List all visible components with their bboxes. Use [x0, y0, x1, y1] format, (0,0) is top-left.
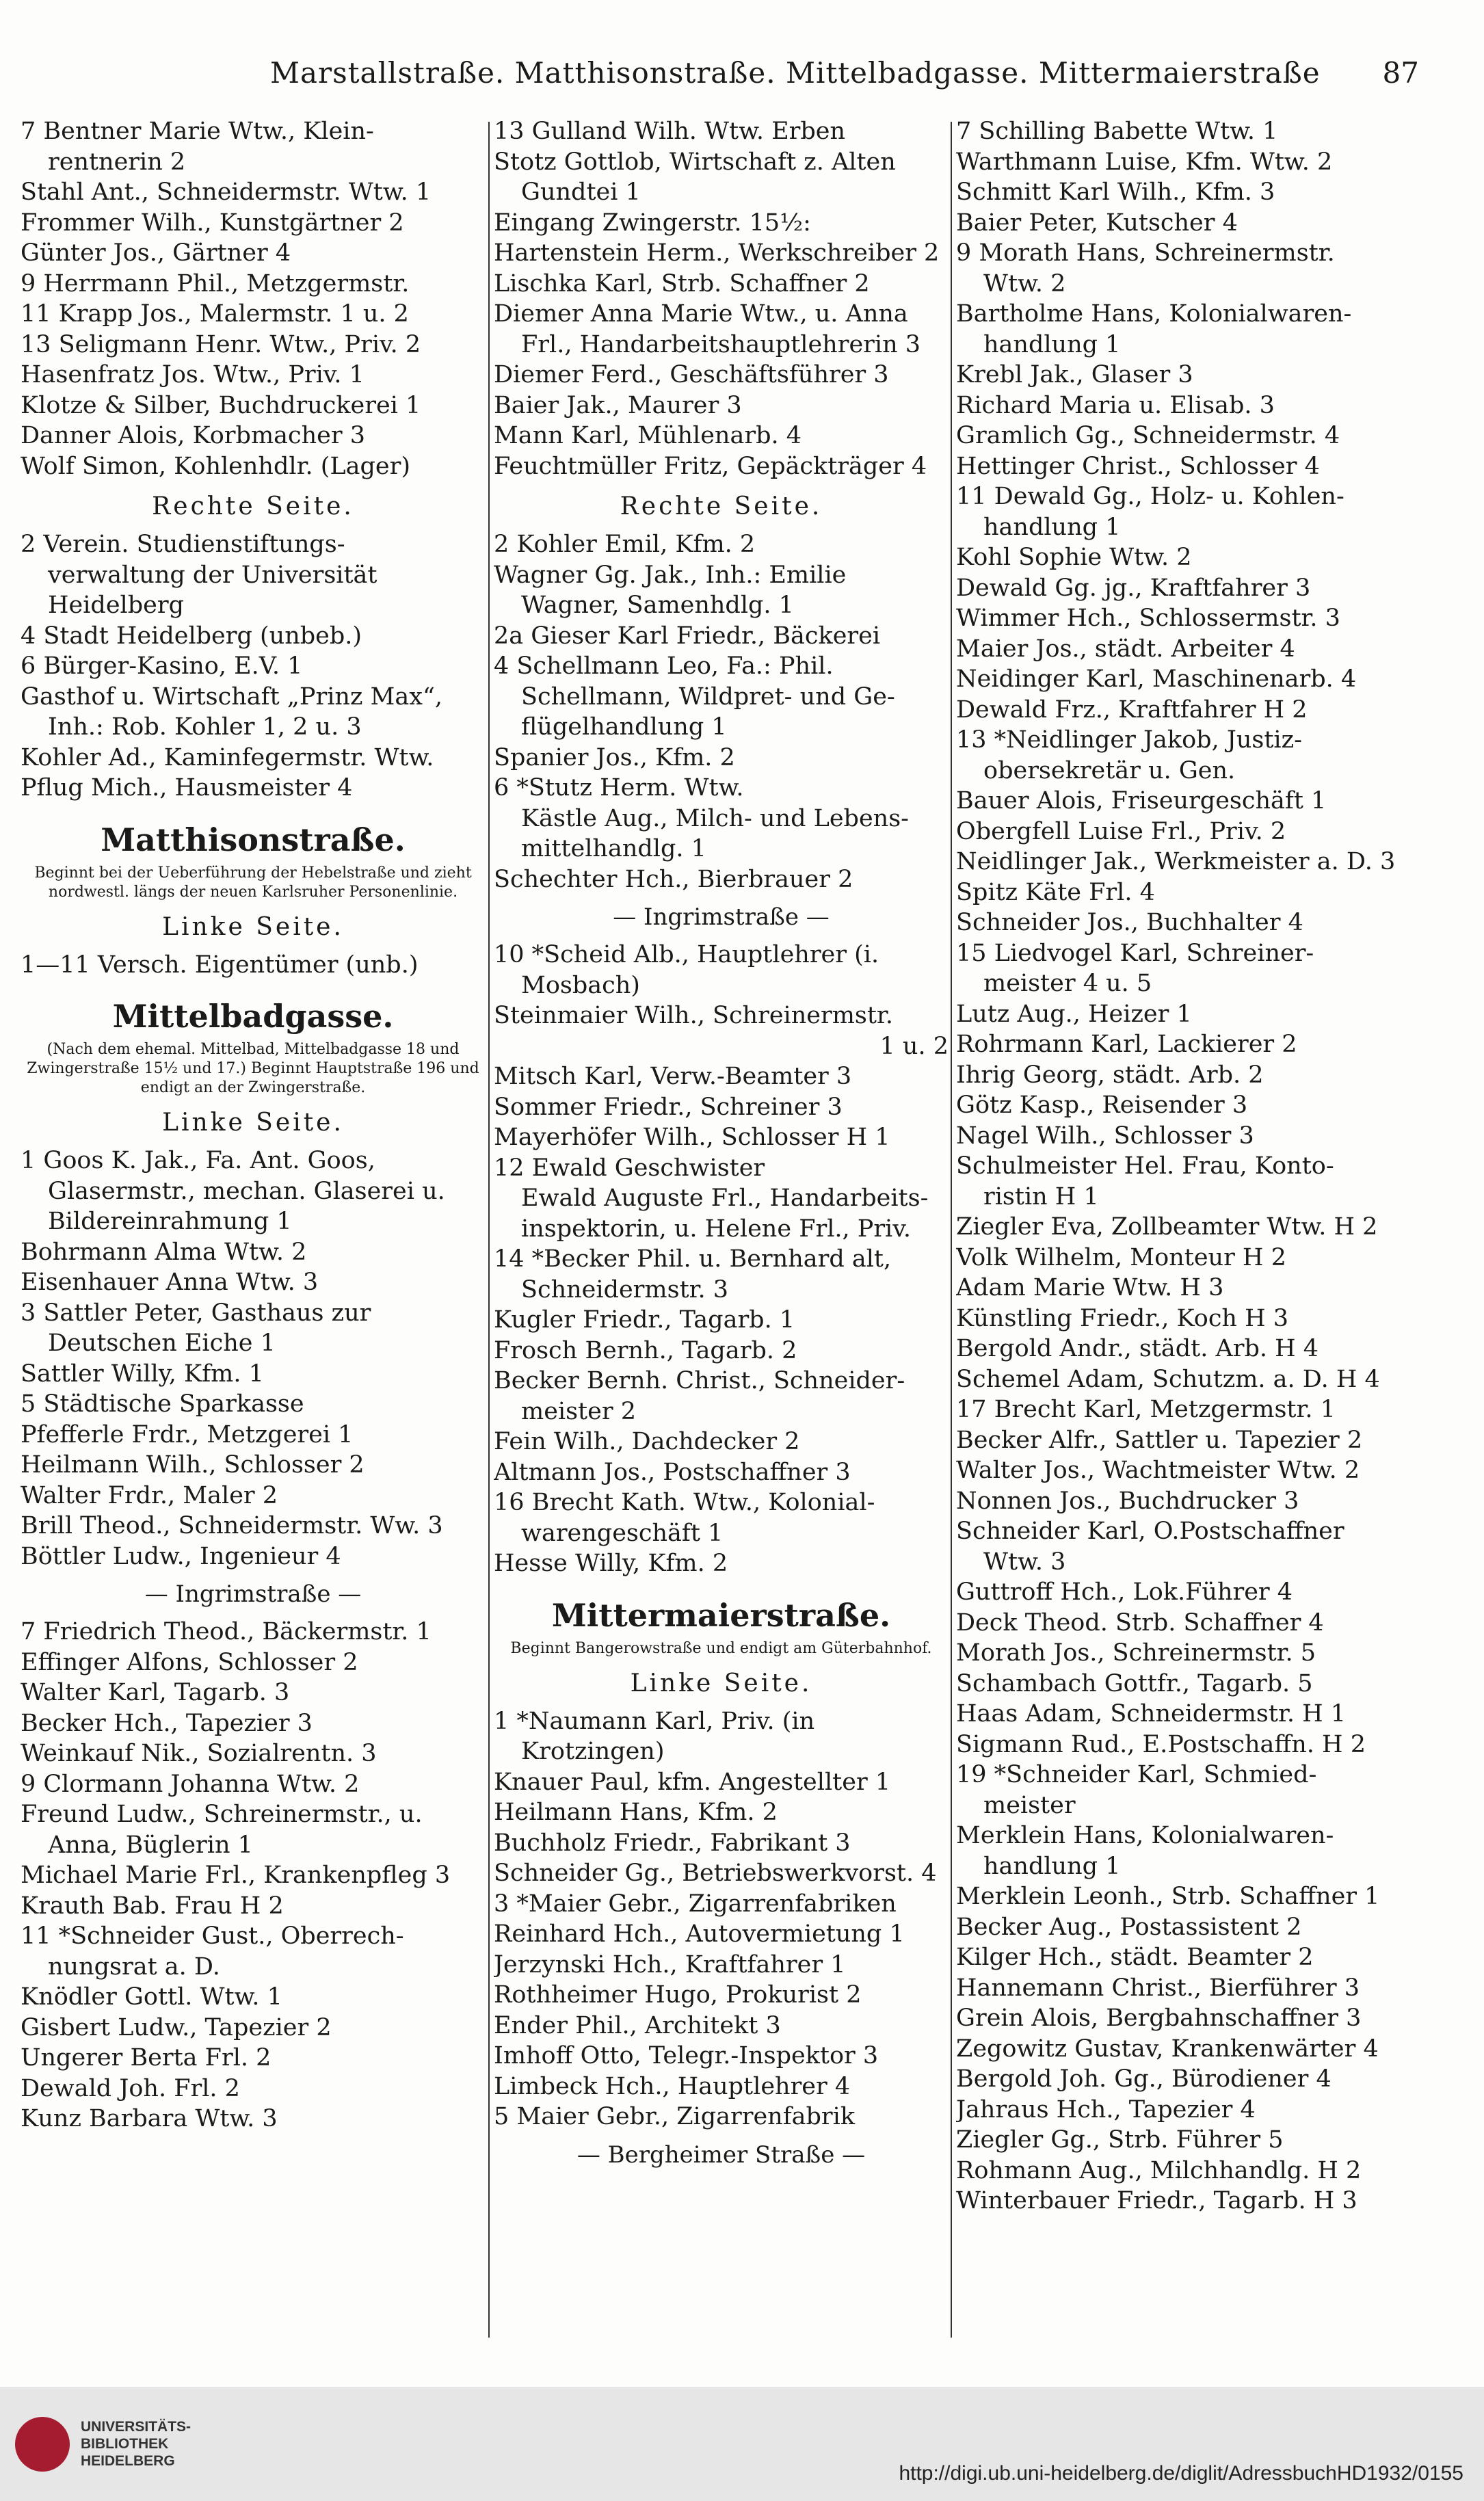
directory-entry: Becker Hch., Tapezier 3	[21, 1709, 313, 1737]
directory-entry: Bergold Joh. Gg., Bürodiener 4	[956, 2065, 1331, 2093]
directory-entry: Hasenfratz Jos. Wtw., Priv. 1	[21, 361, 365, 388]
directory-entry-continuation: ristin H 1	[983, 1182, 1099, 1210]
directory-entry: Hesse Willy, Kfm. 2	[494, 1550, 728, 1577]
directory-entry-continuation: handlung 1	[983, 513, 1121, 541]
directory-entry: Sattler Willy, Kfm. 1	[21, 1360, 264, 1388]
directory-entry: Jahraus Hch., Tapezier 4	[956, 2095, 1256, 2123]
directory-entry: Neidlinger Jak., Werkmeister a. D. 3	[956, 848, 1396, 875]
directory-entry: 7 Bentner Marie Wtw., Klein-	[21, 118, 374, 145]
directory-entry: Merklein Leonh., Strb. Schaffner 1	[956, 1883, 1380, 1910]
column-middle	[494, 116, 949, 2339]
cross-street-marker: — Ingrimstraße —	[613, 903, 830, 931]
directory-entry: Warthmann Luise, Kfm. Wtw. 2	[956, 148, 1333, 176]
directory-entry: Merklein Hans, Kolonialwaren-	[956, 1822, 1334, 1849]
directory-entry: Böttler Ludw., Ingenieur 4	[21, 1542, 341, 1570]
directory-entry: Jerzynski Hch., Kraftfahrer 1	[494, 1950, 846, 1979]
directory-entry-continuation: Inh.: Rob. Kohler 1, 2 u. 3	[48, 713, 362, 741]
directory-entry-continuation: Schellmann, Wildpret- und Ge-	[521, 683, 895, 711]
directory-entry: Richard Maria u. Elisab. 3	[956, 391, 1275, 419]
directory-entry: Pflug Mich., Hausmeister 4	[21, 774, 353, 802]
directory-entry: Dewald Frz., Kraftfahrer H 2	[956, 696, 1308, 724]
directory-entry: Morath Jos., Schreinermstr. 5	[956, 1639, 1316, 1667]
directory-entry: Deck Theod. Strb. Schaffner 4	[956, 1609, 1324, 1637]
directory-entry: Mayerhöfer Wilh., Schlosser H 1	[494, 1124, 890, 1151]
directory-entry: Schambach Gottfr., Tagarb. 5	[956, 1669, 1313, 1697]
directory-entry: Feuchtmüller Fritz, Gepäckträger 4	[494, 452, 927, 480]
directory-entry-continuation: mittelhandlg. 1	[521, 835, 706, 862]
street-description: Beginnt bei der Ueberführung der Hebelstraße und zieht nordwestl. längs der neuen Karlsruher Personenlinie.	[34, 864, 472, 901]
street-heading: Mittermaierstraße.	[551, 1596, 891, 1634]
directory-entry-continuation: inspektorin, u. Helene Frl., Priv.	[521, 1215, 911, 1243]
directory-entry: Bartholme Hans, Kolonialwaren-	[956, 300, 1352, 328]
directory-entry: Becker Alfr., Sattler u. Tapezier 2	[956, 1426, 1363, 1454]
page-number: 87	[1382, 56, 1419, 90]
directory-entry-continuation: obersekretär u. Gen.	[983, 756, 1236, 784]
directory-entry: 13 Gulland Wilh. Wtw. Erben	[494, 118, 846, 145]
directory-entry: Heilmann Hans, Kfm. 2	[494, 1799, 778, 1826]
directory-entry: Adam Marie Wtw. H 3	[956, 1274, 1224, 1301]
directory-entry: 13 Seligmann Henr. Wtw., Priv. 2	[21, 330, 421, 358]
directory-entry-continuation: Mosbach)	[521, 971, 640, 999]
directory-entry: 12 Ewald Geschwister	[494, 1154, 765, 1182]
directory-entry-continuation: Schneidermstr. 3	[521, 1275, 729, 1304]
directory-entry: 11 Krapp Jos., Malermstr. 1 u. 2	[21, 300, 409, 328]
directory-entry: Eisenhauer Anna Wtw. 3	[21, 1269, 319, 1296]
directory-entry: Ziegler Eva, Zollbeamter Wtw. H 2	[956, 1213, 1378, 1241]
directory-entry: Schneider Jos., Buchhalter 4	[956, 909, 1303, 936]
directory-entry: Spitz Käte Frl. 4	[956, 878, 1155, 906]
street-heading: Matthisonstraße.	[101, 821, 406, 858]
directory-entry: Weinkauf Nik., Sozialrentn. 3	[21, 1740, 377, 1767]
directory-entry: 14 *Becker Phil. u. Bernhard alt,	[494, 1245, 892, 1273]
directory-entry: Mitsch Karl, Verw.-Beamter 3	[494, 1063, 852, 1090]
directory-entry: Michael Marie Frl., Krankenpfleg 3	[21, 1862, 451, 1889]
directory-entry: Dewald Joh. Frl. 2	[21, 2074, 240, 2102]
directory-entry: Sigmann Rud., E.Postschaffn. H 2	[956, 1730, 1366, 1758]
directory-entry: 4 Stadt Heidelberg (unbeb.)	[21, 622, 362, 650]
library-logo-icon	[15, 2417, 70, 2472]
directory-entry: Walter Frdr., Maler 2	[21, 1481, 278, 1509]
directory-entry-continuation: handlung 1	[983, 330, 1121, 358]
directory-entry-continuation: rentnerin 2	[48, 148, 186, 176]
directory-entry: 13 *Neidlinger Jakob, Justiz-	[956, 726, 1302, 754]
directory-entry: Maier Jos., städt. Arbeiter 4	[956, 635, 1295, 663]
directory-entry-continuation: Anna, Büglerin 1	[48, 1831, 253, 1859]
directory-entry: Rohmann Aug., Milchhandlg. H 2	[956, 2156, 1362, 2184]
section-heading: Linke Seite.	[162, 1109, 344, 1137]
directory-entry: 17 Brecht Karl, Metzgermstr. 1	[956, 1396, 1336, 1423]
directory-entry: 11 *Schneider Gust., Oberrech-	[21, 1922, 404, 1950]
directory-entry: Limbeck Hch., Hauptlehrer 4	[494, 2072, 851, 2100]
directory-entry-continuation: warengeschäft 1	[521, 1519, 724, 1547]
directory-entry: Knödler Gottl. Wtw. 1	[21, 1983, 282, 2011]
directory-entry: 1 Goos K. Jak., Fa. Ant. Goos,	[21, 1147, 375, 1174]
directory-entry-continuation: meister	[983, 1791, 1076, 1819]
directory-entry-continuation: Krotzingen)	[521, 1738, 665, 1765]
directory-entry-continuation: Frl., Handarbeitshauptlehrerin 3	[521, 330, 921, 358]
directory-entry: 10 *Scheid Alb., Hauptlehrer (i.	[494, 941, 879, 968]
directory-entry: Reinhard Hch., Autovermietung 1	[494, 1920, 905, 1948]
street-heading: Mittelbadgasse.	[112, 998, 394, 1035]
directory-entry: 6 *Stutz Herm. Wtw.	[494, 774, 744, 802]
directory-entry-continuation: nungsrat a. D.	[48, 1953, 220, 1981]
directory-entry: Frosch Bernh., Tagarb. 2	[494, 1336, 797, 1364]
directory-entry: 1—11 Versch. Eigentümer (unb.)	[21, 951, 419, 979]
directory-entry: Rohrmann Karl, Lackierer 2	[956, 1031, 1297, 1058]
section-heading: Linke Seite.	[162, 912, 344, 941]
directory-entry: Stotz Gottlob, Wirtschaft z. Alten	[494, 148, 896, 176]
directory-entry: 9 Clormann Johanna Wtw. 2	[21, 1770, 360, 1798]
directory-entry: Volk Wilhelm, Monteur H 2	[956, 1243, 1286, 1271]
page-title: Marstallstraße. Matthisonstraße. Mittelbadgasse. Mittermaierstraße	[270, 56, 1321, 90]
directory-entry: Lutz Aug., Heizer 1	[956, 1000, 1192, 1028]
directory-entry: Buchholz Friedr., Fabrikant 3	[494, 1829, 851, 1857]
directory-entry: Walter Jos., Wachtmeister Wtw. 2	[956, 1457, 1360, 1484]
directory-entry: Ziegler Gg., Strb. Führer 5	[956, 2126, 1284, 2154]
directory-entry: Pfefferle Frdr., Metzgerei 1	[21, 1420, 354, 1448]
directory-entry: 2 Kohler Emil, Kfm. 2	[494, 531, 756, 558]
directory-entry: Wagner Gg. Jak., Inh.: Emilie	[494, 561, 847, 589]
section-heading: Linke Seite.	[630, 1669, 812, 1697]
directory-entry: Altmann Jos., Postschaffner 3	[494, 1458, 851, 1486]
directory-entry: Künstling Friedr., Koch H 3	[956, 1304, 1289, 1332]
directory-entry-continuation: Wagner, Samenhdlg. 1	[521, 592, 794, 619]
directory-entry: Grein Alois, Bergbahnschaffner 3	[956, 2004, 1362, 2032]
directory-entry-continuation: Bildereinrahmung 1	[48, 1208, 292, 1235]
directory-entry: 5 Maier Gebr., Zigarrenfabrik	[494, 2103, 856, 2130]
library-name-line: UNIVERSITÄTS-	[81, 2419, 191, 2435]
directory-entry: Schmitt Karl Wilh., Kfm. 3	[956, 178, 1275, 206]
directory-entry-continuation: meister 4 u. 5	[983, 970, 1152, 997]
cross-street-marker: — Ingrimstraße —	[144, 1580, 362, 1608]
section-heading: Rechte Seite.	[620, 492, 823, 520]
directory-entry: Kohler Ad., Kaminfegermstr. Wtw.	[21, 743, 434, 771]
section-heading: Rechte Seite.	[152, 492, 354, 520]
directory-entry: Diemer Anna Marie Wtw., u. Anna	[494, 300, 908, 328]
directory-entry: Becker Aug., Postassistent 2	[956, 1913, 1302, 1941]
directory-entry: Fein Wilh., Dachdecker 2	[494, 1428, 800, 1455]
library-name-line: HEIDELBERG	[81, 2453, 175, 2469]
directory-entry: Mann Karl, Mühlenarb. 4	[494, 422, 801, 449]
directory-entry: Gasthof u. Wirtschaft „Prinz Max“,	[21, 683, 442, 711]
street-description: (Nach dem ehemal. Mittelbad, Mittelbadgasse 18 und Zwingerstraße 15½ und 17.) Beginnt Hauptstraße 196 und endigt an der Zwingerstraße.	[27, 1041, 479, 1096]
directory-entry: Schulmeister Hel. Frau, Konto-	[956, 1152, 1334, 1180]
directory-entry-continuation: handlung 1	[983, 1852, 1121, 1880]
directory-entry: 15 Liedvogel Karl, Schreiner-	[956, 939, 1314, 967]
directory-entry: Stahl Ant., Schneidermstr. Wtw. 1	[21, 178, 432, 206]
directory-entry: Nagel Wilh., Schlosser 3	[956, 1122, 1254, 1150]
cross-street-marker: — Bergheimer Straße —	[577, 2141, 866, 2169]
directory-entry: Baier Jak., Maurer 3	[494, 391, 742, 419]
directory-entry-continuation: Ewald Auguste Frl., Handarbeits-	[521, 1185, 929, 1212]
directory-entry: Bergold Andr., städt. Arb. H 4	[956, 1335, 1319, 1362]
directory-entry: Schneider Gg., Betriebswerkvorst. 4	[494, 1860, 937, 1887]
directory-entry-continuation: Kästle Aug., Milch- und Lebens-	[521, 804, 910, 832]
column-divider	[951, 122, 952, 2338]
page-header	[270, 56, 1419, 104]
directory-entry-continuation: flügelhandlung 1	[521, 713, 727, 741]
directory-entry: Freund Ludw., Schreinermstr., u.	[21, 1801, 423, 1828]
directory-entry: Baier Peter, Kutscher 4	[956, 209, 1238, 237]
street-description: Beginnt Bangerowstraße und endigt am Güterbahnhof.	[510, 1639, 932, 1657]
directory-entry: Kugler Friedr., Tagarb. 1	[494, 1306, 795, 1334]
directory-entry-continuation: Deutschen Eiche 1	[48, 1329, 276, 1357]
directory-entry: Steinmaier Wilh., Schreinermstr.	[494, 1002, 893, 1029]
directory-entry: Klotze & Silber, Buchdruckerei 1	[21, 391, 421, 419]
directory-entry: Guttroff Hch., Lok.Führer 4	[956, 1578, 1293, 1606]
directory-entry: Danner Alois, Korbmacher 3	[21, 422, 365, 449]
directory-entry: Lischka Karl, Strb. Schaffner 2	[494, 269, 870, 297]
directory-entry: Wolf Simon, Kohlenhdlr. (Lager)	[21, 452, 410, 480]
directory-entry: Becker Bernh. Christ., Schneider-	[494, 1367, 905, 1394]
directory-entry: Krebl Jak., Glaser 3	[956, 361, 1193, 388]
directory-entry: Imhoff Otto, Telegr.-Inspektor 3	[494, 2042, 879, 2069]
directory-entry: Frommer Wilh., Kunstgärtner 2	[21, 209, 404, 237]
footer-bar	[0, 2387, 1484, 2501]
directory-entry: 16 Brecht Kath. Wtw., Kolonial-	[494, 1489, 875, 1516]
directory-entry: Bohrmann Alma Wtw. 2	[21, 1238, 307, 1266]
directory-entry: Spanier Jos., Kfm. 2	[494, 743, 735, 771]
directory-entry: Schechter Hch., Bierbrauer 2	[494, 865, 853, 893]
directory-entry: Heilmann Wilh., Schlosser 2	[21, 1451, 365, 1479]
directory-entry: Rothheimer Hugo, Prokurist 2	[494, 1981, 862, 2009]
directory-entry: 5 Städtische Sparkasse	[21, 1390, 304, 1418]
directory-entry: Gramlich Gg., Schneidermstr. 4	[956, 422, 1340, 449]
directory-entry: Walter Karl, Tagarb. 3	[21, 1679, 290, 1706]
directory-entry: 6 Bürger-Kasino, E.V. 1	[21, 652, 303, 680]
directory-entry: Kilger Hch., städt. Beamter 2	[956, 1944, 1314, 1971]
directory-entry: Diemer Ferd., Geschäftsführer 3	[494, 361, 889, 388]
directory-entry-continuation: meister 2	[521, 1397, 636, 1425]
directory-entry: Hannemann Christ., Bierführer 3	[956, 1974, 1360, 2002]
directory-entry: 1 *Naumann Karl, Priv. (in	[494, 1707, 815, 1735]
directory-entry: Günter Jos., Gärtner 4	[21, 239, 291, 267]
directory-entry: Sommer Friedr., Schreiner 3	[494, 1093, 843, 1121]
directory-entry: Effinger Alfons, Schlosser 2	[21, 1648, 358, 1676]
directory-entry-continuation: Glasermstr., mechan. Glaserei u.	[48, 1177, 445, 1205]
directory-entry: 2a Gieser Karl Friedr., Bäckerei	[494, 622, 881, 650]
directory-entry: Obergfell Luise Frl., Priv. 2	[956, 817, 1286, 845]
directory-entry: Ender Phil., Architekt 3	[494, 2011, 781, 2039]
directory-entry: Winterbauer Friedr., Tagarb. H 3	[956, 2187, 1357, 2214]
directory-entry: Schemel Adam, Schutzm. a. D. H 4	[956, 1365, 1380, 1393]
directory-entry: 7 Schilling Babette Wtw. 1	[956, 118, 1278, 145]
directory-entry: Wimmer Hch., Schlossermstr. 3	[956, 605, 1340, 632]
directory-entry: 9 Herrmann Phil., Metzgermstr.	[21, 269, 410, 297]
directory-entry: Haas Adam, Schneidermstr. H 1	[956, 1700, 1347, 1728]
directory-entry: 3 Sattler Peter, Gasthaus zur	[21, 1299, 371, 1327]
directory-entry: Eingang Zwingerstr. 15½:	[494, 209, 811, 237]
directory-entry-continuation: Wtw. 2	[983, 269, 1066, 297]
directory-entry: 19 *Schneider Karl, Schmied-	[956, 1761, 1317, 1788]
directory-entry: Götz Kasp., Reisender 3	[956, 1091, 1248, 1119]
library-name	[81, 2418, 191, 2470]
directory-entry: 11 Dewald Gg., Holz- u. Kohlen-	[956, 483, 1344, 510]
column-right	[956, 116, 1411, 2339]
column-left	[21, 116, 486, 2339]
directory-entry: Bauer Alois, Friseurgeschäft 1	[956, 787, 1327, 815]
directory-entry: Zegowitz Gustav, Krankenwärter 4	[956, 2035, 1379, 2063]
directory-entry: Hartenstein Herm., Werkschreiber 2	[494, 239, 940, 267]
directory-entry: 4 Schellmann Leo, Fa.: Phil.	[494, 652, 834, 680]
source-url-link[interactable]: http://digi.ub.uni-heidelberg.de/diglit/AdressbuchHD1932/0155	[899, 2462, 1463, 2485]
directory-entry: Dewald Gg. jg., Kraftfahrer 3	[956, 574, 1311, 602]
directory-entry: Knauer Paul, kfm. Angestellter 1	[494, 1768, 891, 1796]
directory-entry-continuation: Heidelberg	[48, 592, 184, 619]
directory-entry: 2 Verein. Studienstiftungs-	[21, 531, 345, 558]
directory-entry-continuation: Wtw. 3	[983, 1548, 1066, 1576]
directory-entry: Gisbert Ludw., Tapezier 2	[21, 2013, 332, 2041]
directory-entry: Hettinger Christ., Schlosser 4	[956, 452, 1320, 480]
directory-entry: Brill Theod., Schneidermstr. Ww. 3	[21, 1512, 443, 1539]
directory-entry: Kunz Barbara Wtw. 3	[21, 2105, 278, 2132]
directory-entry: Nonnen Jos., Buchdrucker 3	[956, 1487, 1299, 1515]
directory-entry: 3 *Maier Gebr., Zigarrenfabriken	[494, 1890, 897, 1918]
directory-entry: Ihrig Georg, städt. Arb. 2	[956, 1061, 1264, 1089]
directory-entry: Ungerer Berta Frl. 2	[21, 2044, 271, 2072]
directory-entry: 9 Morath Hans, Schreinermstr.	[956, 239, 1335, 267]
directory-entry-continuation: Gundtei 1	[521, 178, 641, 206]
directory-entry: Kohl Sophie Wtw. 2	[956, 544, 1192, 571]
directory-entry: Schneider Karl, O.Postschaffner	[956, 1518, 1344, 1545]
directory-entry-continuation: 1 u. 2	[879, 1032, 949, 1060]
directory-entry-continuation: verwaltung der Universität	[48, 561, 377, 589]
directory-entry: 7 Friedrich Theod., Bäckermstr. 1	[21, 1618, 432, 1645]
directory-entry: Krauth Bab. Frau H 2	[21, 1892, 284, 1920]
column-divider	[488, 122, 490, 2338]
library-name-line: BIBLIOTHEK	[81, 2436, 169, 2452]
directory-entry: Neidinger Karl, Maschinenarb. 4	[956, 665, 1357, 693]
